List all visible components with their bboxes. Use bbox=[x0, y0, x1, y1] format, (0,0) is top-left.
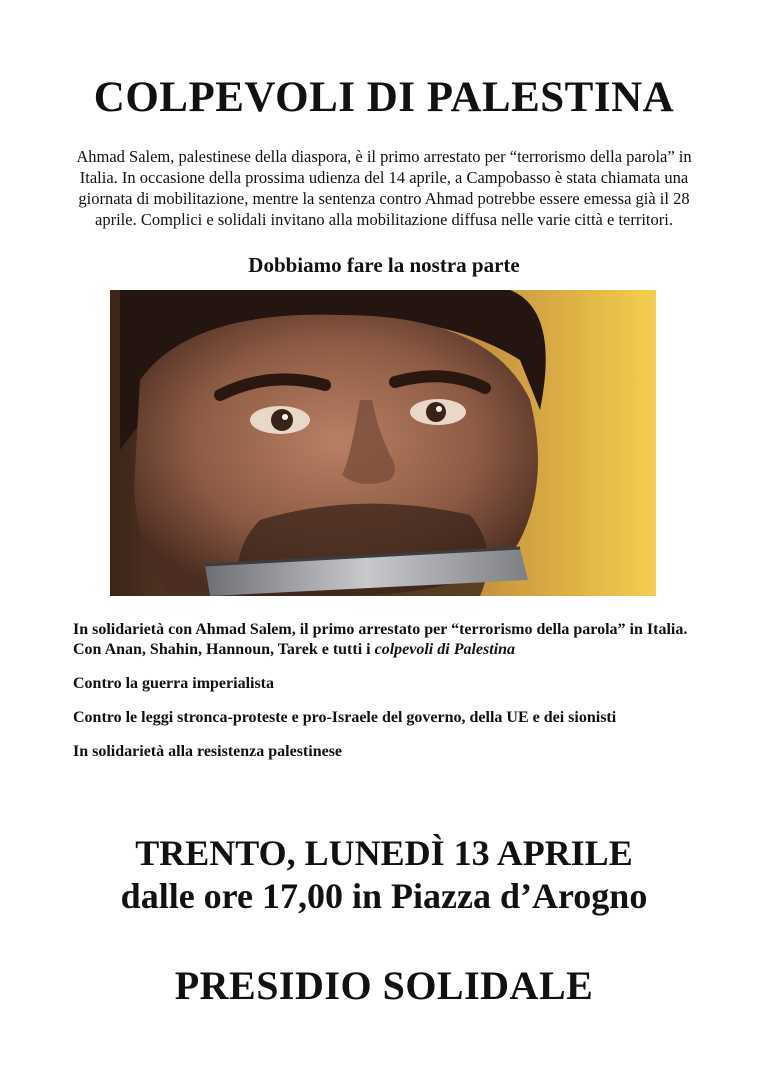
point-solidarity-ahmad bbox=[73, 620, 703, 660]
intro-paragraph: Ahmad Salem, palestinese della diaspora, è il primo arrestato per “terrorismo della parola” in Italia. In occasione della prossima udienza del 14 aprile, a Campobasso è stata chiamata una giornata di mobilitazione, mentre la sentenza contro Ahmad potrebbe essere emessa già il 28 aprile. Complici e solidali invitano alla mobilitazione diffusa nelle varie città e territori. bbox=[76, 147, 692, 229]
portrait-illustration bbox=[110, 290, 656, 596]
flyer-title: COLPEVOLI DI PALESTINA bbox=[93, 74, 675, 121]
point-solidarity-text: In solidarietà con Ahmad Salem, il primo arrestato per “terrorismo della parola” in Italia. Con Anan, Shahin, Hannoun, Tarek e tutti i bbox=[73, 621, 688, 658]
portrait-photo bbox=[110, 290, 656, 596]
event-date-line: TRENTO, LUNEDÌ 13 APRILE bbox=[135, 833, 633, 873]
event-time-place-line: dalle ore 17,00 in Piazza d’Arogno bbox=[120, 876, 648, 916]
solidarity-points bbox=[73, 620, 703, 776]
point-against-war: Contro la guerra imperialista bbox=[73, 675, 275, 692]
point-resistance: In solidarietà alla resistenza palestinese bbox=[73, 743, 343, 760]
point-solidarity-emphasis: colpevoli di Palestina bbox=[374, 641, 516, 658]
point-against-laws: Contro le leggi stronca-proteste e pro-Israele del governo, della UE e dei sionisti bbox=[73, 709, 617, 726]
closing-banner: PRESIDIO SOLIDALE bbox=[174, 963, 594, 1008]
event-details bbox=[0, 832, 768, 918]
subheading: Dobbiamo fare la nostra parte bbox=[248, 253, 520, 277]
